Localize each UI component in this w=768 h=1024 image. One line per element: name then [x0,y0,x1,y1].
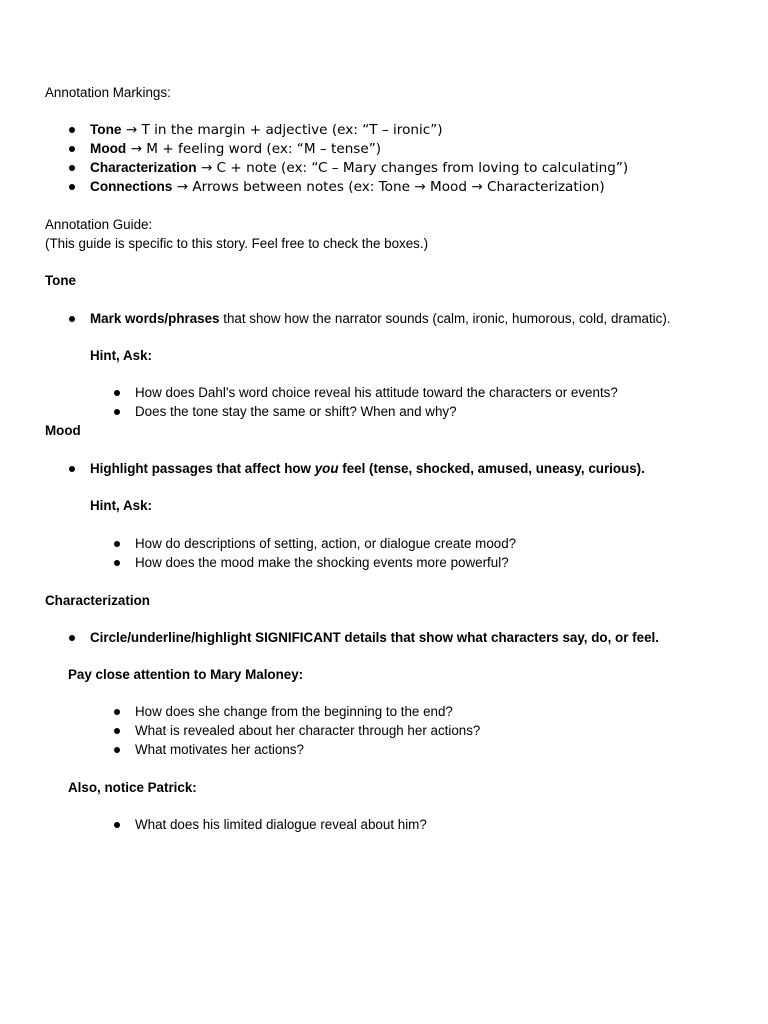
guide-heading: Annotation Guide: [45,217,153,232]
marking-term: Characterization [90,160,197,175]
mood-instruction-emphasis: you [314,461,339,476]
bullet-dot [114,390,120,396]
marking-item-tone [90,121,443,139]
mary-heading: Pay close attention to Mary Maloney: [68,667,304,682]
marking-term: Mood [90,141,127,156]
marking-item-characterization [90,159,628,177]
bullet-dot [114,709,120,715]
bullet-dot [69,127,75,133]
tone-question: Does the tone stay the same or shift? When and why? [135,404,457,419]
tone-question: How does Dahl’s word choice reveal his attitude toward the characters or events? [135,385,618,400]
bullet-dot [114,822,120,828]
marking-item-connections [90,178,605,196]
bullet-dot [69,635,75,641]
bullet-dot [114,541,120,547]
patrick-heading: Also, notice Patrick: [68,780,197,795]
mary-question: What motivates her actions? [135,742,304,757]
bullet-dot [114,747,120,753]
section-title-mood: Mood [45,423,81,438]
mary-question: How does she change from the beginning to the end? [135,704,453,719]
tone-hint: Hint, Ask: [90,348,152,363]
marking-term: Tone [90,122,122,137]
tone-instruction [90,310,671,328]
bullet-dot [69,466,75,472]
mood-question: How do descriptions of setting, action, or dialogue create mood? [135,536,517,551]
bullet-dot [114,409,120,415]
tone-instruction-bold: Mark words/phrases [90,311,220,326]
tone-instruction-rest: that show how the narrator sounds (calm, ironic, humorous, cold, dramatic). [219,311,671,326]
marking-item-mood [90,140,381,158]
guide-note: (This guide is specific to this story. Feel free to check the boxes.) [45,236,429,251]
mood-instruction-pre: Highlight passages that affect how [90,461,315,476]
section-title-characterization: Characterization [45,593,150,608]
markings-heading: Annotation Markings: [45,85,171,100]
bullet-dot [69,146,75,152]
bullet-dot [114,560,120,566]
bullet-dot [69,184,75,190]
marking-desc: → M + feeling word (ex: “M – tense”) [130,141,382,157]
bullet-dot [114,728,120,734]
section-title-tone: Tone [45,273,76,288]
mood-question: How does the mood make the shocking events more powerful? [135,555,509,570]
marking-term: Connections [90,179,173,194]
bullet-dot [69,165,75,171]
characterization-instruction: Circle/underline/highlight SIGNIFICANT details that show what characters say, do, or feel. [90,630,659,645]
marking-desc: → C + note (ex: “C – Mary changes from loving to calculating”) [200,160,629,176]
mood-hint: Hint, Ask: [90,498,152,513]
mary-question: What is revealed about her character through her actions? [135,723,481,738]
patrick-question: What does his limited dialogue reveal about him? [135,817,427,832]
bullet-dot [69,316,75,322]
marking-desc: → Arrows between notes (ex: Tone → Mood → Characterization) [176,179,605,195]
mood-instruction [90,460,645,478]
mood-instruction-post: feel (tense, shocked, amused, uneasy, curious). [338,461,645,476]
marking-desc: → T in the margin + adjective (ex: “T – ironic”) [125,122,443,138]
